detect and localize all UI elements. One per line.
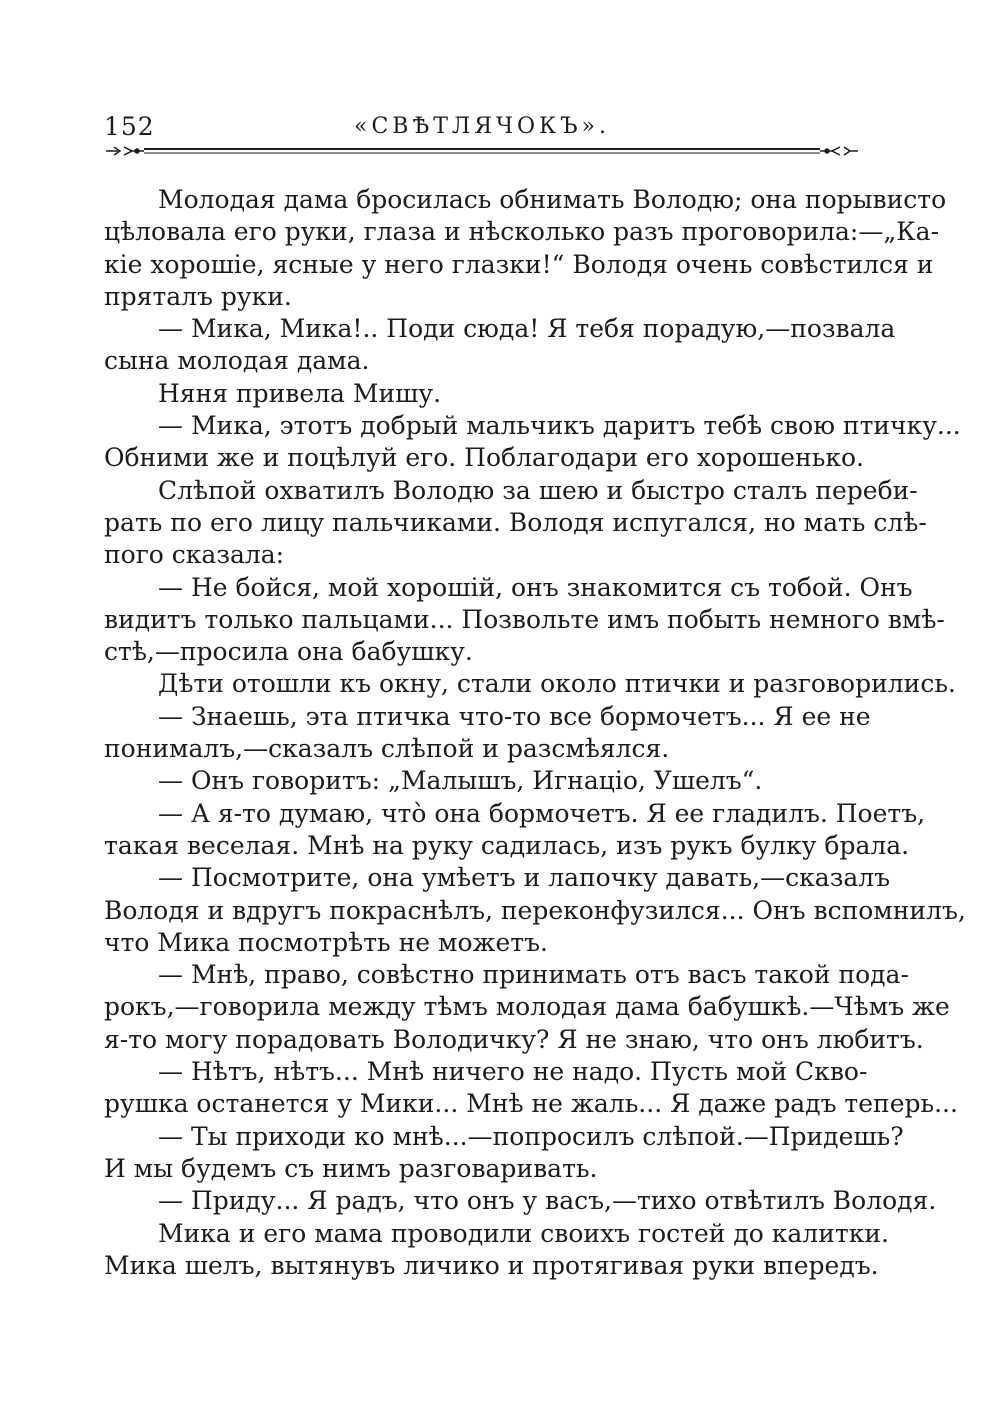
running-title: «СВѢТЛЯЧОКЪ».: [353, 114, 610, 139]
text-line: пряталъ руки.: [104, 281, 292, 311]
page-number: 152: [104, 112, 155, 141]
text-line: рушка останется у Мики... Мнѣ не жаль... Я даже радъ теперь...: [104, 1089, 958, 1119]
text-line: Дѣти отошли къ окну, стали около птички и разговорились.: [158, 669, 956, 699]
text-line: стѣ,—просила она бабушку.: [104, 637, 473, 667]
text-line: — Мнѣ, право, совѣстно принимать отъ васъ такой пода-: [158, 960, 909, 990]
text-line: Слѣпой охватилъ Володю за шею и быстро сталъ переби-: [158, 475, 918, 505]
text-line: — Нѣтъ, нѣтъ... Мнѣ ничего не надо. Пусть мой Скво-: [158, 1057, 868, 1087]
body-text: [104, 184, 966, 1282]
text-line: цѣловала его руки, глаза и нѣсколько разъ проговорила:—„Ка-: [104, 217, 940, 247]
text-line: я-то могу порадовать Володичку? Я не знаю, что онъ любитъ.: [104, 1024, 924, 1054]
text-line: Мика шелъ, вытянувъ личико и протягивая руки впередъ.: [104, 1250, 879, 1280]
text-line: Няня привела Мишу.: [158, 378, 442, 408]
text-line: — Знаешь, эта птичка что-то все бормочетъ... Я ее не: [158, 701, 871, 731]
text-line: — Приду... Я радъ, что онъ у васъ,—тихо отвѣтилъ Володя.: [158, 1186, 937, 1216]
text-line: что Мика посмотрѣть не можетъ.: [104, 927, 548, 957]
text-line: рать по его лицу пальчиками. Володя испугался, но мать слѣ-: [104, 507, 927, 537]
text-line: рокъ,—говорила между тѣмъ молодая дама бабушкѣ.—Чѣмъ же: [104, 992, 950, 1022]
text-line: — Не бойся, мой хорошій, онъ знакомится съ тобой. Онъ: [158, 572, 913, 602]
text-line: Обними же и поцѣлуй его. Поблагодари его хорошенько.: [104, 443, 864, 473]
text-line: кіе хорошіе, ясные у него глазки!“ Володя очень совѣстился и: [104, 249, 934, 279]
page-header: [104, 112, 860, 146]
text-line: Мика и его мама проводили своихъ гостей до калитки.: [158, 1218, 889, 1248]
text-line: видитъ только пальцами... Позвольте имъ побыть немного вмѣ-: [104, 604, 945, 634]
text-line: — Мика, этотъ добрый мальчикъ даритъ тебѣ свою птичку...: [158, 411, 961, 441]
text-line: — А я-то думаю, что̀ она бормочетъ. Я ее гладилъ. Поетъ,: [158, 798, 926, 828]
text-line: такая веселая. Мнѣ на руку садилась, изъ рукъ булку брала.: [104, 830, 910, 860]
text-line: И мы будемъ съ нимъ разговаривать.: [104, 1153, 598, 1183]
text-line: Володя и вдругъ покраснѣлъ, переконфузился... Онъ вспомнилъ,: [104, 895, 966, 925]
text-line: понималъ,—сказалъ слѣпой и разсмѣялся.: [104, 734, 670, 764]
text-line: сына молодая дама.: [104, 346, 370, 376]
text-line: — Мика, Мика!.. Поди сюда! Я тебя порадую,—позвала: [158, 314, 896, 344]
text-line: — Посмотрите, она умѣетъ и лапочку давать,—сказалъ: [158, 863, 891, 893]
text-line: — Онъ говоритъ: „Малышъ, Игнаціо, Ушелъ“.: [158, 766, 763, 796]
text-line: Молодая дама бросилась обнимать Володю; она порывисто: [158, 185, 947, 214]
text-line: — Ты приходи ко мнѣ...—попросилъ слѣпой.—Придешь?: [158, 1121, 904, 1151]
ornamental-rule-icon: [104, 144, 860, 158]
text-line: пого сказала:: [104, 540, 285, 570]
